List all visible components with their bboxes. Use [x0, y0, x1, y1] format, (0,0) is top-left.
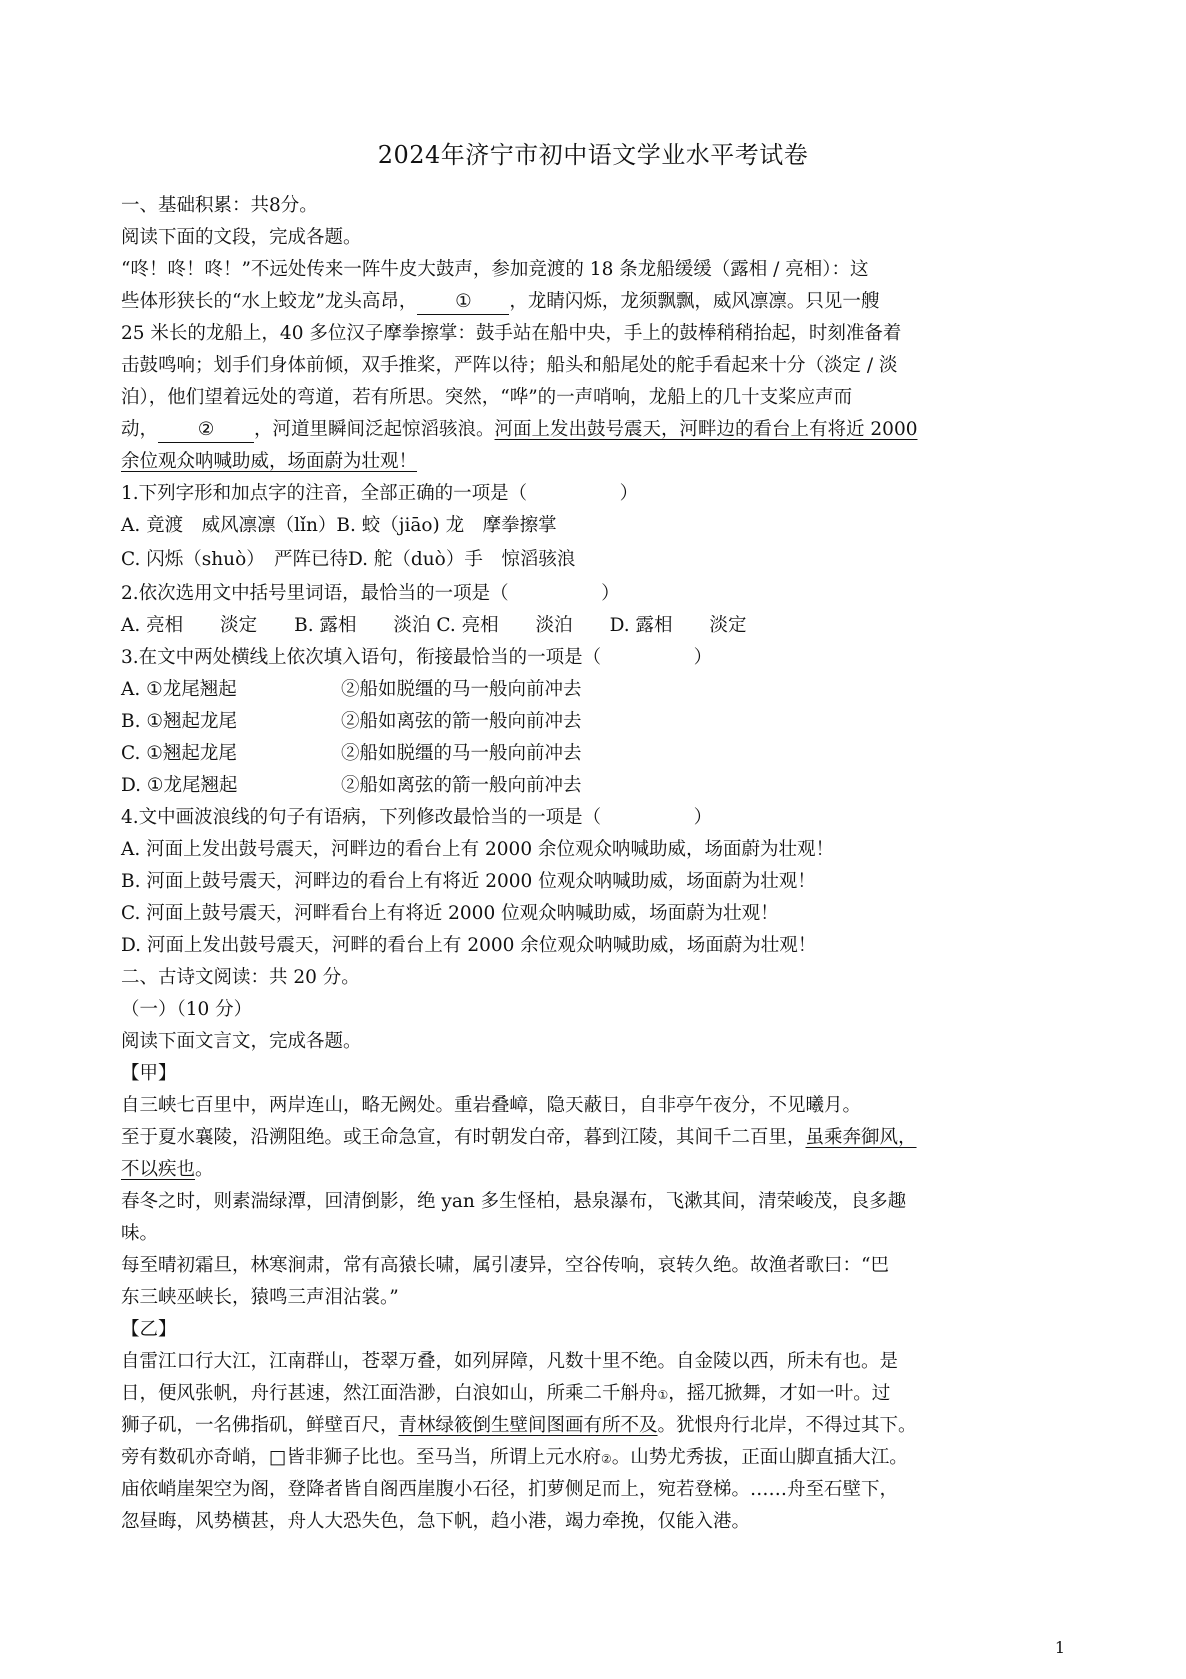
classical-text-line: 忽昼晦，风势横甚，舟人大恐失色，急下帆，趋小港，竭力牵挽，仅能入港。: [121, 1511, 751, 1532]
classical-text-line: 狮子矶，一名佛指矶，鲜壁百尺，青林绿筱倒生壁间图画有所不及。犹恨舟行北岸，不得过其下。: [121, 1415, 917, 1436]
classical-text-line: 至于夏水襄陵，沿溯阻绝。或王命急宣，有时朝发白帝，暮到江陵，其间千二百里，虽乘奔御风，: [121, 1127, 917, 1148]
classical-text-line: 旁有数矶亦奇峭，□皆非狮子比也。至马当，所谓上元水府②。山势尤秀拔，正面山脚直插大江。: [121, 1447, 908, 1468]
passage-line: 25 米长的龙船上，40 多位汉子摩拳擦掌：鼓手站在船中央，手上的鼓棒稍稍抬起，时刻准备着: [121, 323, 902, 344]
passage-line: 击鼓鸣响；划手们身体前倾，双手推桨，严阵以待；船头和船尾处的舵手看起来十分（淡定 / 淡: [121, 355, 898, 376]
underlined-sentence: 不以疾也: [121, 1159, 196, 1180]
classical-text-line: 日，便风张帆，舟行甚速，然江面浩渺，白浪如山，所乘二千斛舟①，摇兀掀舞，才如一叶。过: [121, 1383, 891, 1404]
classical-text-line: 东三峡巫峡长，猿鸣三声泪沾裳。”: [121, 1287, 399, 1308]
text-label-jia: 【甲】: [121, 1063, 177, 1084]
wavy-underlined-sentence: 河面上发出鼓号震天，河畔边的看台上有将近 2000: [494, 419, 918, 440]
passage-line: [121, 446, 1066, 478]
passage-line: 些体形狭长的“水上蛟龙”龙头高昂， ① ，龙睛闪烁，龙须飘飘，威风凛凛。只见一艘: [121, 286, 1066, 318]
classical-text-line: 庙依峭崖架空为阁，登降者皆自阁西崖腹小石径，扪萝侧足而上，宛若登梯。……舟至石壁下，: [121, 1479, 899, 1500]
passage-line: “咚！咚！咚！”不远处传来一阵牛皮大鼓声，参加竞渡的 18 条龙船缓缓（露相 / 亮相）：这: [121, 259, 869, 280]
question-4-option: C. 河面上鼓号震天，河畔看台上有将近 2000 位观众呐喊助威，场面蔚为壮观！: [121, 903, 779, 924]
instruction: 阅读下面的文段，完成各题。: [121, 227, 362, 248]
question-3-option: D. ①龙尾翘起 ②船如离弦的箭一般向前冲去: [121, 775, 582, 796]
question-4-option: D. 河面上发出鼓号震天，河畔的看台上有 2000 余位观众呐喊助威，场面蔚为壮观！: [121, 935, 817, 956]
question-4-stem: 4.文中画波浪线的句子有语病，下列修改最恰当的一项是（ ）: [121, 807, 713, 828]
classical-text-line: 春冬之时，则素湍绿潭，回清倒影，绝 yan 多生怪柏，悬泉瀑布，飞漱其间，清荣峻茂，良多趣: [121, 1191, 907, 1212]
question-4-option: B. 河面上鼓号震天，河畔边的看台上有将近 2000 位观众呐喊助威，场面蔚为壮观！: [121, 871, 816, 892]
classical-text-line: 自三峡七百里中，两岸连山，略无阙处。重岩叠嶂，隐天蔽日，自非亭午夜分，不见曦月。: [121, 1095, 862, 1116]
question-1-options: A. 竟渡 威风凛凛（lǐn）B. 蛟（jiāo) 龙 摩拳擦掌: [121, 515, 557, 536]
text-label-yi: 【乙】: [121, 1319, 177, 1340]
classical-text-line: 自雷江口行大江，江南群山，苍翠万叠，如列屏障，凡数十里不绝。自金陵以西，所未有也。是: [121, 1351, 899, 1372]
page-number: 1: [1054, 1638, 1065, 1657]
question-4-option: A. 河面上发出鼓号震天，河畔边的看台上有 2000 余位观众呐喊助威，场面蔚为壮观！: [121, 839, 834, 860]
wavy-underlined-sentence: 余位观众呐喊助威，场面蔚为壮观！: [121, 451, 418, 472]
page-title: 2024年济宁市初中语文学业水平考试卷: [377, 141, 809, 169]
question-1-options: C. 闪烁（shuò） 严阵已待D. 舵（duò）手 惊滔骇浪: [121, 549, 576, 570]
question-3-stem: 3.在文中两处横线上依次填入语句，衔接最恰当的一项是（ ）: [121, 647, 713, 668]
passage: [121, 254, 1066, 478]
question-2-stem: 2.依次选用文中括号里词语，最恰当的一项是（ ）: [121, 583, 620, 604]
footnote-marker: ②: [600, 1452, 612, 1466]
exam-content: [121, 190, 1066, 1538]
question-3-option: A. ①龙尾翘起 ②船如脱缰的马一般向前冲去: [121, 679, 582, 700]
underlined-sentence: 青林绿筱倒生壁间图画有所不及: [398, 1415, 658, 1436]
classical-text-line: 每至晴初霜旦，林寒涧肃，常有高猿长啸，属引凄异，空谷传响，哀转久绝。故渔者歌曰：“巴: [121, 1255, 889, 1276]
instruction: 阅读下面文言文，完成各题。: [121, 1031, 362, 1052]
question-3-option: C. ①翘起龙尾 ②船如脱缰的马一般向前冲去: [121, 743, 582, 764]
passage-line: 泊），他们望着远处的弯道，若有所思。突然，“哗”的一声哨响，龙船上的几十支桨应声而: [121, 387, 853, 408]
section-heading: 二、古诗文阅读：共 20 分。: [121, 967, 360, 988]
fill-blank-1: ①: [417, 290, 509, 315]
classical-text-line: 味。: [121, 1223, 159, 1244]
question-2-options: A. 亮相 淡定 B. 露相 淡泊 C. 亮相 淡泊 D. 露相 淡定: [121, 615, 747, 636]
classical-text-line: 不以疾也。: [121, 1159, 214, 1180]
fill-blank-2: ②: [158, 418, 254, 443]
footnote-marker: ①: [657, 1388, 669, 1402]
question-3-option: B. ①翘起龙尾 ②船如离弦的箭一般向前冲去: [121, 711, 582, 732]
underlined-sentence: 虽乘奔御风，: [805, 1127, 917, 1148]
subsection-heading: （一）（10 分）: [121, 999, 253, 1020]
question-1-stem: 1.下列字形和加点字的注音，全部正确的一项是（ ）: [121, 483, 639, 504]
section-heading: 一、基础积累：共8分。: [121, 195, 318, 216]
passage-line: 动， ② ，河道里瞬间泛起惊滔骇浪。河面上发出鼓号震天，河畔边的看台上有将近 2000: [121, 414, 1066, 446]
